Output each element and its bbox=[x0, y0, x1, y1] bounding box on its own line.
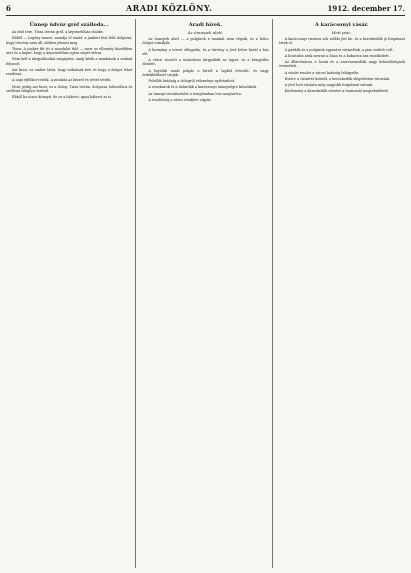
column-headline: A karácsonyi vásár. bbox=[314, 22, 369, 28]
paragraph: A legtöbb aradi polgár a hírről a lapból értesült, és nagy érdeklődéssel várják. bbox=[142, 68, 269, 77]
column-subheadline: Az ünnepek alatt. bbox=[187, 30, 224, 35]
paragraph: Közlemény a kereskedők részére a tanácsnál megtekinthető. bbox=[284, 89, 390, 94]
paragraph: A gazdák és a polgárok egyaránt vásároltak, a piac zsúfolt volt. bbox=[284, 47, 394, 52]
paragraph: Ebből ha nincs könnyű, de ez a háború, igazi háború az is. bbox=[12, 95, 113, 99]
paragraph: Most pedig azt hiszi, ez a dolog: Tisza István, dolgozni, háborúhoz és szellemi világhoz fordult. bbox=[6, 84, 133, 93]
paragraph: Az ünnepek alatt — a polgárok a munkát nem végzik, és a bölcs dolgot csinálják. bbox=[142, 37, 269, 46]
paragraph: Az állatvásáron a lovak és a szarvasmarhák nagy kelendőségnek örvendtek. bbox=[278, 60, 405, 69]
issue-date: 1912. december 17. bbox=[327, 4, 405, 13]
column-headline: Ünnep üdvöz gróf szálloda... bbox=[29, 22, 109, 28]
paragraph: A jövő heti vásárra még nagyobb forgalmat várnak. bbox=[284, 83, 374, 87]
paragraph: A karácsonyi vásárra sok vidéki jött be, és a kereskedők jó forgalmat értek el. bbox=[278, 37, 405, 46]
paragraph: Estére a vásártér kiürült, a kereskedők elégedetten távoztak. bbox=[284, 76, 391, 81]
paragraph: A napi éjfélkor tették. A munkát az kézzel és tettel tették. bbox=[12, 78, 112, 83]
paragraph: A vásári rendet a városi hatóság felügyelte. bbox=[284, 70, 360, 75]
paragraph: Az ünnepi istentisztelet a templomban lesz megtartva. bbox=[148, 91, 242, 96]
paragraph: A város vezetői a tanácsban tárgyalták az ügyet, és a közgyűlés döntött. bbox=[142, 58, 269, 67]
paragraph: Felsőbb hatóság a dologról véleményt nyilvánított. bbox=[148, 79, 236, 83]
paragraph: Azt hiszi, az ember látta, hogy tudnának fele és hogy a dolgot lehet rendezni. bbox=[6, 67, 133, 76]
page-header bbox=[6, 3, 405, 16]
paragraph: A zenekarok és a dalárdák a karácsonyi ünnepségre készülnek. bbox=[148, 85, 258, 90]
paragraph: Tisza: A junker fűt itt a mozdulat felé — mert az ellenség közelében utat és a kaput, hogy a képviselőház egész népét elérni. bbox=[6, 46, 133, 55]
paragraph: Nem kell a tárgyalásokat megnyitni, amíg kérik a munkások a szabad folyosót. bbox=[6, 57, 133, 66]
column-headline: Aradi hírek. bbox=[188, 22, 223, 28]
paragraph: Az első tere. Tisza István gróf, a képviselőház elnöke. bbox=[12, 30, 104, 34]
page-number: 6 bbox=[6, 4, 11, 13]
masthead: ARADI KÖZLÖNY. bbox=[125, 3, 213, 13]
paragraph: Ebből — Legény ismeri, mondja el ismét: a junkeri füst föld dolgozni, hogy törvény nem áll, időben jelenni meg. bbox=[6, 36, 133, 45]
paragraph: A kormány a tervet elfogadta, és a törvény a jövő hétre kerül a ház elé. bbox=[142, 47, 269, 56]
column-2 bbox=[142, 19, 272, 568]
article-columns bbox=[6, 19, 405, 568]
column-3 bbox=[279, 19, 405, 568]
column-1 bbox=[6, 19, 136, 568]
paragraph: A hivatalos árak szerint a búza és a kukorica ára emelkedett. bbox=[284, 53, 390, 58]
column-subheadline: Heti piac. bbox=[331, 30, 352, 35]
paragraph: A rendőrség a város rendjére vigyáz. bbox=[148, 97, 212, 102]
